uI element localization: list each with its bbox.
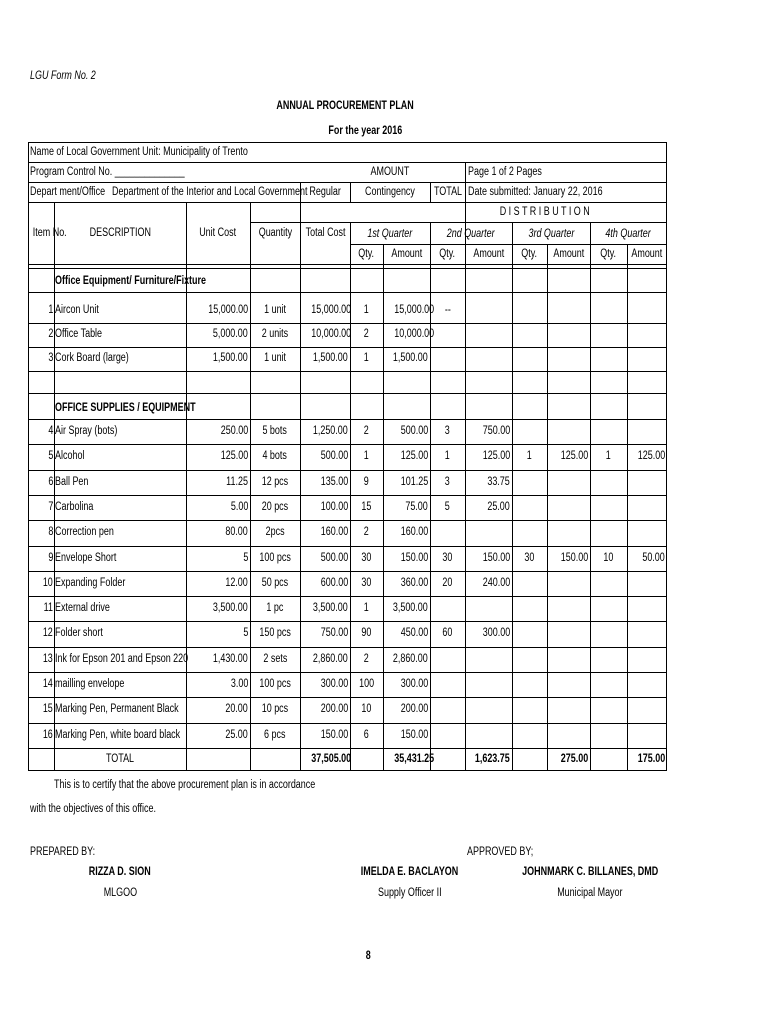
q4-amount xyxy=(627,722,665,746)
q3-amount xyxy=(547,570,588,594)
q1-qty: 2 xyxy=(364,425,369,437)
q3-amount xyxy=(547,671,588,695)
q4-amount xyxy=(627,570,665,594)
procurement-table xyxy=(28,142,666,770)
totals-label: TOTAL xyxy=(105,753,135,765)
q2-amount xyxy=(465,297,510,321)
q2-qty: 20 xyxy=(442,577,453,589)
item-unit-cost: 1,430.00 xyxy=(213,653,248,665)
date-submitted: Date submitted: January 22, 2016 xyxy=(468,186,603,198)
q4-amount xyxy=(627,418,665,442)
q4-amount xyxy=(627,595,665,619)
q3-amount xyxy=(547,722,588,746)
item-unit-cost: 3,500.00 xyxy=(213,602,248,614)
item-description: Folder short xyxy=(55,627,103,639)
q1-qty: 1 xyxy=(364,352,369,364)
item-total-cost: 2,860.00 xyxy=(313,653,348,665)
q2-qty: 3 xyxy=(445,425,450,437)
q4-amount xyxy=(627,494,665,518)
item-number: 15 xyxy=(43,703,53,715)
q4-amount xyxy=(627,671,665,695)
column-header-qty: Qty. xyxy=(521,248,538,260)
q3-qty xyxy=(512,469,547,493)
q2-amount xyxy=(465,595,510,619)
q1-qty: 1 xyxy=(364,304,369,316)
q4-qty xyxy=(590,646,627,670)
page-number: 8 xyxy=(365,950,371,962)
item-number: 10 xyxy=(43,577,53,589)
item-total-cost: 600.00 xyxy=(320,577,348,589)
item-unit-cost: 5 xyxy=(243,552,248,564)
q1-amount: 1,500.00 xyxy=(393,352,428,364)
q4-qty xyxy=(590,418,627,442)
item-quantity: 6 pcs xyxy=(264,729,286,741)
total-column-label: TOTAL xyxy=(433,186,463,198)
q2-qty xyxy=(430,321,465,345)
q2-amount xyxy=(465,519,510,543)
q4-amount xyxy=(627,646,665,670)
q3-amount xyxy=(547,469,588,493)
q4-qty xyxy=(590,570,627,594)
item-description: Envelope Short xyxy=(55,552,117,564)
item-description: Ink for Epson 201 and Epson 220 xyxy=(55,653,189,665)
q1-qty: 1 xyxy=(364,450,369,462)
column-header-amount: Amount xyxy=(473,248,504,260)
item-quantity: 20 pcs xyxy=(261,501,289,513)
column-header-item-no: Item No. xyxy=(32,227,67,239)
item-description: Air Spray (bots) xyxy=(55,425,118,437)
item-description: Cork Board (large) xyxy=(55,352,129,364)
q4-qty xyxy=(590,494,627,518)
q2-qty: -- xyxy=(444,304,451,316)
signatory-name-3: JOHNMARK C. BILLANES, DMD xyxy=(521,866,659,878)
q1-amount: 360.00 xyxy=(400,577,428,589)
q2-amount xyxy=(465,722,510,746)
item-unit-cost: 5.00 xyxy=(230,501,248,513)
q4-qty xyxy=(590,321,627,345)
q4-amount: 125.00 xyxy=(637,450,665,462)
department-label: Depart ment/Office xyxy=(30,186,106,198)
q2-amount: 33.75 xyxy=(487,476,510,488)
q2-amount: 150.00 xyxy=(482,552,510,564)
q4-qty xyxy=(590,469,627,493)
signatory-title-2: Supply Officer II xyxy=(378,887,442,899)
regular-label: Regular xyxy=(309,186,341,198)
item-total-cost: 1,500.00 xyxy=(313,352,348,364)
signatory-name-2: IMELDA E. BACLAYON xyxy=(361,866,459,878)
item-quantity: 12 pcs xyxy=(261,476,289,488)
q1-qty: 2 xyxy=(364,653,369,665)
q3-qty xyxy=(512,696,547,720)
column-header-qty: Qty. xyxy=(439,248,456,260)
q2-qty: 3 xyxy=(445,476,450,488)
item-description: Aircon Unit xyxy=(55,304,99,316)
grid-bottom-border xyxy=(28,770,667,771)
item-total-cost: 150.00 xyxy=(320,729,348,741)
item-quantity: 1 pc xyxy=(266,602,284,614)
totals-q3-amount: 275.00 xyxy=(560,753,588,765)
certify-line-2: with the objectives of this office. xyxy=(30,803,156,815)
q3-amount xyxy=(547,519,588,543)
q2-qty xyxy=(430,345,465,369)
item-unit-cost: 5 xyxy=(243,627,248,639)
q1-amount: 160.00 xyxy=(400,526,428,538)
q1-amount: 2,860.00 xyxy=(393,653,428,665)
item-number: 14 xyxy=(43,678,53,690)
column-header-unit-cost: Unit Cost xyxy=(199,227,237,239)
item-quantity: 4 bots xyxy=(262,450,288,462)
q4-qty xyxy=(590,620,627,644)
q1-amount: 500.00 xyxy=(400,425,428,437)
grid-line xyxy=(28,292,667,293)
item-unit-cost: 11.25 xyxy=(226,476,248,488)
item-description: Ball Pen xyxy=(55,476,89,488)
item-total-cost: 750.00 xyxy=(320,627,348,639)
item-unit-cost: 20.00 xyxy=(225,703,248,715)
q2-amount xyxy=(465,646,510,670)
item-quantity: 1 unit xyxy=(264,304,286,316)
q3-qty xyxy=(512,345,547,369)
q3-amount xyxy=(547,345,588,369)
q2-amount: 25.00 xyxy=(487,501,510,513)
q4-amount xyxy=(627,321,665,345)
item-total-cost: 3,500.00 xyxy=(313,602,348,614)
q2-amount xyxy=(465,671,510,695)
q2-amount: 240.00 xyxy=(482,577,510,589)
item-unit-cost: 250.00 xyxy=(220,425,248,437)
q1-amount: 150.00 xyxy=(400,552,428,564)
item-number: 11 xyxy=(43,602,53,614)
item-description: Marking Pen, white board black xyxy=(55,729,181,741)
q3-qty xyxy=(512,494,547,518)
q3-qty: 30 xyxy=(524,552,535,564)
item-unit-cost: 125.00 xyxy=(220,450,248,462)
item-number: 3 xyxy=(48,352,53,364)
q1-amount: 15,000.00 xyxy=(394,304,435,316)
q1-qty: 10 xyxy=(361,703,372,715)
totals-q1-amount: 35,431.25 xyxy=(394,753,435,765)
item-number: 1 xyxy=(48,304,53,316)
q4-amount: 50.00 xyxy=(642,552,665,564)
q1-amount: 150.00 xyxy=(400,729,428,741)
totals-q2-amount: 1,623.75 xyxy=(475,753,510,765)
item-total-cost: 135.00 xyxy=(320,476,348,488)
item-description: Carbolina xyxy=(55,501,94,513)
q4-qty xyxy=(590,671,627,695)
q3-qty xyxy=(512,620,547,644)
q3-qty xyxy=(512,646,547,670)
amount-header: AMOUNT xyxy=(370,166,410,178)
item-total-cost: 300.00 xyxy=(320,678,348,690)
q3-amount xyxy=(547,418,588,442)
q3-qty xyxy=(512,595,547,619)
prepared-by-label: PREPARED BY: xyxy=(30,846,96,858)
item-unit-cost: 25.00 xyxy=(225,729,248,741)
item-unit-cost: 5,000.00 xyxy=(213,328,248,340)
totals-total-cost: 37,505.00 xyxy=(311,753,352,765)
grid-right-border xyxy=(666,142,667,771)
section-header-supplies: OFFICE SUPPLIES / EQUIPMENT xyxy=(55,402,196,414)
q4-qty xyxy=(590,696,627,720)
item-total-cost: 500.00 xyxy=(320,450,348,462)
q2-qty xyxy=(430,646,465,670)
department-value: Department of the Interior and Local Government xyxy=(112,186,308,198)
item-description: External drive xyxy=(55,602,110,614)
item-unit-cost: 15,000.00 xyxy=(208,304,248,316)
grid-line xyxy=(465,162,466,203)
signatory-name-1: RIZZA D. SION xyxy=(89,866,151,878)
totals-q4-amount: 175.00 xyxy=(637,753,665,765)
q3-amount xyxy=(547,696,588,720)
grid-line xyxy=(28,393,667,394)
q3-qty xyxy=(512,570,547,594)
q3-amount xyxy=(547,321,588,345)
item-total-cost: 200.00 xyxy=(320,703,348,715)
grid-line xyxy=(28,371,667,372)
column-header-q4: 4th Quarter xyxy=(605,228,651,240)
item-total-cost: 100.00 xyxy=(320,501,348,513)
contingency-label: Contingency xyxy=(365,186,415,198)
q3-qty xyxy=(512,297,547,321)
q1-qty: 1 xyxy=(364,602,369,614)
program-control-no: Program Control No. ______________ xyxy=(30,166,185,178)
q2-amount xyxy=(465,696,510,720)
q2-qty: 30 xyxy=(442,552,453,564)
item-quantity: 5 bots xyxy=(262,425,288,437)
item-quantity: 1 unit xyxy=(264,352,286,364)
column-header-q3: 3rd Quarter xyxy=(528,228,574,240)
item-total-cost: 10,000.00 xyxy=(311,328,352,340)
item-quantity: 2 sets xyxy=(263,653,287,665)
q2-qty xyxy=(430,671,465,695)
q2-qty xyxy=(430,519,465,543)
q4-qty: 10 xyxy=(603,552,614,564)
item-description: Office Table xyxy=(55,328,103,340)
q3-qty xyxy=(512,519,547,543)
item-number: 13 xyxy=(43,653,53,665)
item-description: Marking Pen, Permanent Black xyxy=(55,703,179,715)
q4-amount xyxy=(627,297,665,321)
q1-amount: 3,500.00 xyxy=(393,602,428,614)
q3-qty xyxy=(512,671,547,695)
q3-amount xyxy=(547,595,588,619)
item-total-cost: 500.00 xyxy=(320,552,348,564)
form-number: LGU Form No. 2 xyxy=(30,70,96,82)
signatory-title-3: Municipal Mayor xyxy=(557,887,623,899)
item-quantity: 2pcs xyxy=(265,526,285,538)
column-header-qty: Qty. xyxy=(358,248,375,260)
item-unit-cost: 12.00 xyxy=(225,577,248,589)
lgu-name: Name of Local Government Unit: Municipality of Trento xyxy=(30,146,248,158)
q4-qty xyxy=(590,722,627,746)
q3-amount xyxy=(547,620,588,644)
item-number: 6 xyxy=(48,476,53,488)
item-total-cost: 15,000.00 xyxy=(311,304,352,316)
column-header-quantity: Quantity xyxy=(258,227,292,239)
item-number: 9 xyxy=(48,552,53,564)
distribution-label: D I S T R I B U T I O N xyxy=(499,206,591,218)
q2-qty: 60 xyxy=(442,627,453,639)
q3-qty xyxy=(512,722,547,746)
item-quantity: 2 units xyxy=(261,328,289,340)
q3-amount: 125.00 xyxy=(560,450,588,462)
item-number: 7 xyxy=(48,501,53,513)
q1-amount: 125.00 xyxy=(400,450,428,462)
q1-amount: 450.00 xyxy=(400,627,428,639)
q1-qty: 2 xyxy=(364,526,369,538)
section-header-equipment: Office Equipment/ Furniture/Fixture xyxy=(55,275,207,287)
q1-amount: 75.00 xyxy=(405,501,428,513)
q4-amount xyxy=(627,696,665,720)
q2-amount xyxy=(465,321,510,345)
q3-qty xyxy=(512,418,547,442)
item-number: 2 xyxy=(48,328,53,340)
item-number: 5 xyxy=(48,450,53,462)
column-header-q1: 1st Quarter xyxy=(367,228,413,240)
q3-amount xyxy=(547,494,588,518)
item-unit-cost: 3.00 xyxy=(230,678,248,690)
q3-amount xyxy=(547,646,588,670)
q3-amount xyxy=(547,297,588,321)
q4-qty xyxy=(590,595,627,619)
item-total-cost: 160.00 xyxy=(320,526,348,538)
q1-qty: 100 xyxy=(359,678,374,690)
q1-amount: 300.00 xyxy=(400,678,428,690)
item-number: 16 xyxy=(43,729,53,741)
q3-amount: 150.00 xyxy=(560,552,588,564)
q2-amount: 125.00 xyxy=(482,450,510,462)
q3-qty xyxy=(512,321,547,345)
q3-qty: 1 xyxy=(527,450,532,462)
q2-qty xyxy=(430,696,465,720)
q1-amount: 200.00 xyxy=(400,703,428,715)
q1-qty: 15 xyxy=(361,501,372,513)
q1-amount: 10,000.00 xyxy=(394,328,435,340)
certify-line-1: This is to certify that the above procurement plan is in accordance xyxy=(54,779,316,791)
item-description: Expanding Folder xyxy=(55,577,126,589)
q4-amount xyxy=(627,519,665,543)
document-title: ANNUAL PROCUREMENT PLAN xyxy=(276,100,414,112)
item-description: Correction pen xyxy=(55,526,114,538)
item-quantity: 100 pcs xyxy=(259,552,291,564)
column-header-amount: Amount xyxy=(631,248,663,260)
item-description: Alcohol xyxy=(55,450,85,462)
column-header-q2: 2nd Quarter xyxy=(447,228,495,240)
q2-qty xyxy=(430,595,465,619)
q1-qty: 30 xyxy=(361,577,372,589)
column-header-amount: Amount xyxy=(391,248,422,260)
document-subtitle: For the year 2016 xyxy=(328,125,402,137)
column-header-total-cost: Total Cost xyxy=(305,227,346,239)
q2-qty xyxy=(430,722,465,746)
q2-qty: 5 xyxy=(445,501,450,513)
item-description: mailling envelope xyxy=(55,678,125,690)
column-header-qty: Qty. xyxy=(600,248,617,260)
q1-qty: 2 xyxy=(364,328,369,340)
q4-qty xyxy=(590,345,627,369)
q1-qty: 30 xyxy=(361,552,372,564)
q4-amount xyxy=(627,469,665,493)
q2-qty: 1 xyxy=(445,450,450,462)
column-header-description: DESCRIPTION xyxy=(89,227,151,239)
item-quantity: 50 pcs xyxy=(261,577,289,589)
q1-qty: 90 xyxy=(361,627,372,639)
q2-amount: 300.00 xyxy=(482,627,510,639)
q4-qty: 1 xyxy=(606,450,611,462)
item-number: 4 xyxy=(48,425,53,437)
item-number: 8 xyxy=(48,526,53,538)
item-quantity: 150 pcs xyxy=(259,627,291,639)
approved-by-label: APPROVED BY; xyxy=(467,846,534,858)
q1-amount: 101.25 xyxy=(400,476,428,488)
item-unit-cost: 80.00 xyxy=(225,526,248,538)
column-header-amount: Amount xyxy=(553,248,584,260)
item-total-cost: 1,250.00 xyxy=(313,425,348,437)
item-quantity: 100 pcs xyxy=(259,678,291,690)
q4-amount xyxy=(627,620,665,644)
item-unit-cost: 1,500.00 xyxy=(213,352,248,364)
q2-amount xyxy=(465,345,510,369)
page-info: Page 1 of 2 Pages xyxy=(468,166,542,178)
item-quantity: 10 pcs xyxy=(261,703,289,715)
signatory-title-1: MLGOO xyxy=(103,887,137,899)
q4-qty xyxy=(590,297,627,321)
q2-amount: 750.00 xyxy=(482,425,510,437)
q4-qty xyxy=(590,519,627,543)
q1-qty: 6 xyxy=(364,729,369,741)
item-number: 12 xyxy=(43,627,53,639)
q4-amount xyxy=(627,345,665,369)
q1-qty: 9 xyxy=(364,476,369,488)
